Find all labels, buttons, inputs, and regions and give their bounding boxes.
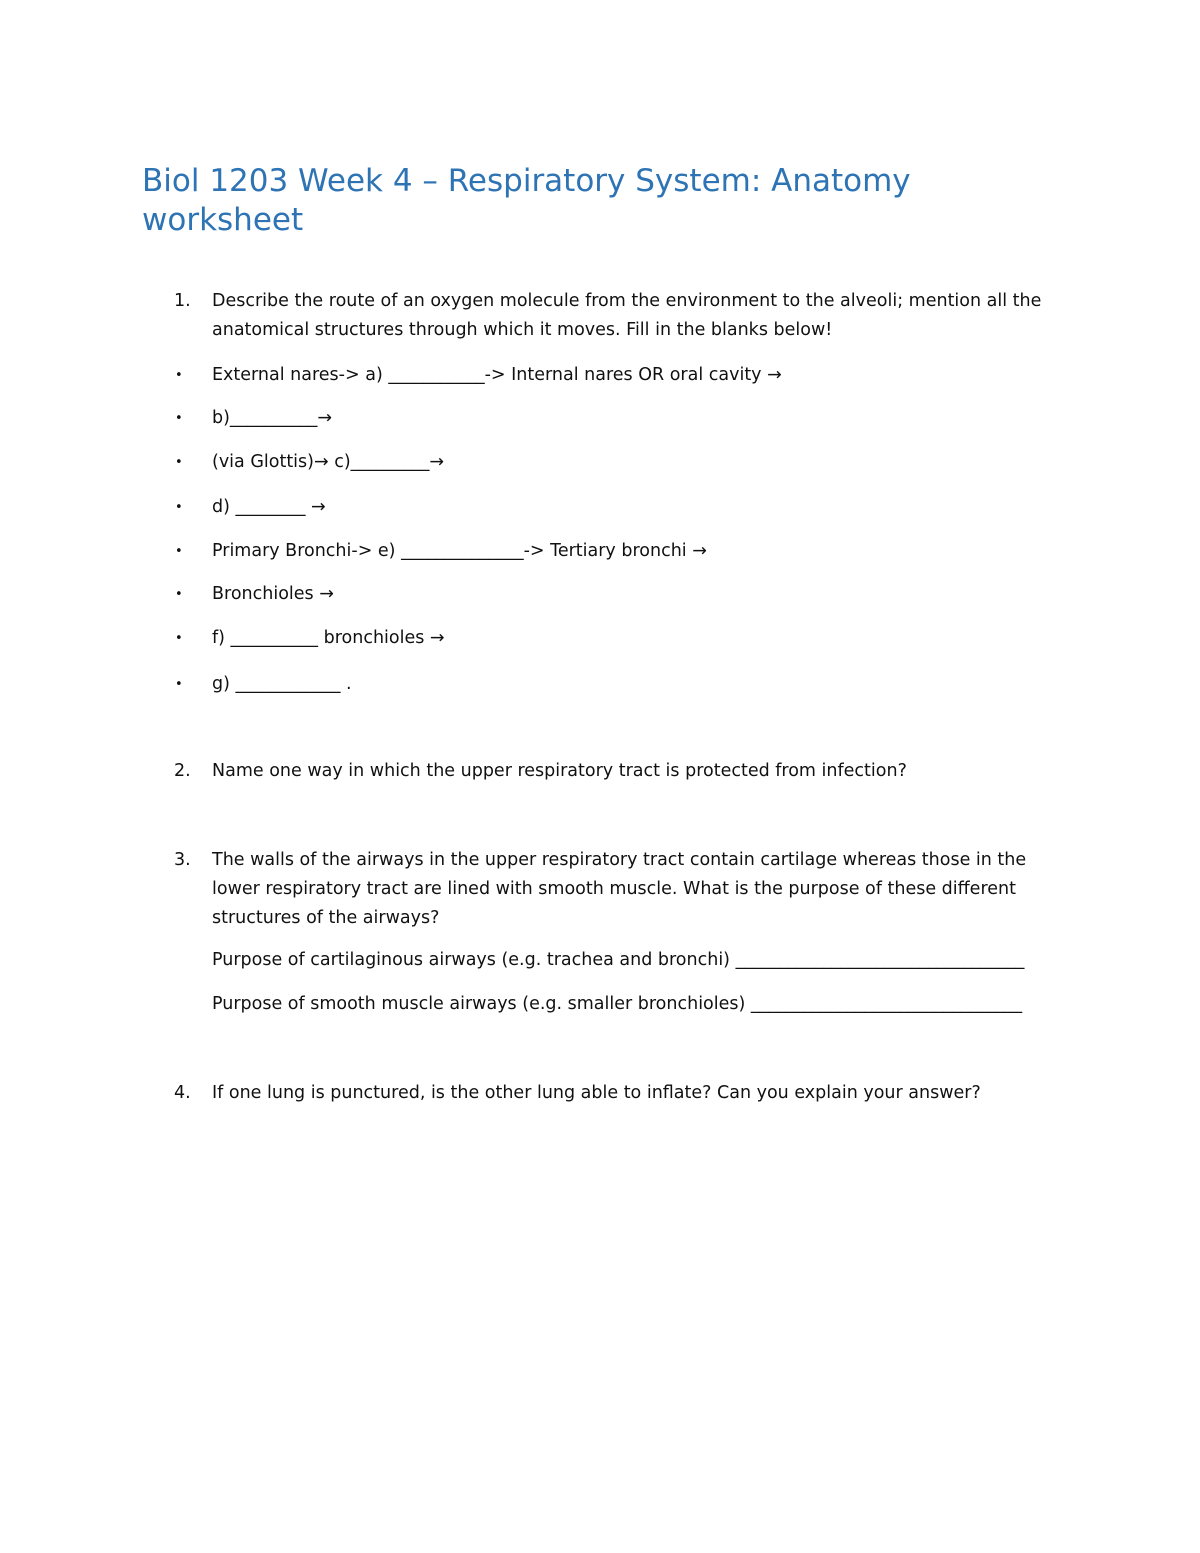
route-step-b [175,404,332,433]
question-text: If one lung is punctured, is the other lung able to inflate? Can you explain your answer? [212,1083,981,1103]
worksheet-title: Biol 1203 Week 4 – Respiratory System: Anatomy worksheet [142,163,911,238]
bullet-icon: • [175,631,183,646]
question-3 [174,846,1042,933]
bullet-icon: • [175,411,183,426]
route-step-text: d) ________ → [212,497,326,517]
cartilaginous-purpose-line [212,946,1024,975]
question-number: 1. [174,291,191,311]
bullet-icon: • [175,544,183,559]
question-1 [174,287,1072,345]
route-step-text: Bronchioles → [212,584,334,604]
answer-prompt: Purpose of cartilaginous airways (e.g. trachea and bronchi) _________________________________ [212,950,1025,970]
route-step-text: g) ____________ . [212,674,352,694]
route-step-bronchioles [175,580,334,609]
question-number: 2. [174,761,191,781]
route-step-g [175,670,352,699]
question-number: 3. [174,850,191,870]
route-step-text: b)__________→ [212,408,333,428]
bullet-icon: • [175,455,183,470]
route-step-c [175,448,444,477]
route-step-d [175,493,326,522]
route-step-text: Primary Bronchi-> e) ______________-> Tertiary bronchi → [212,541,707,561]
route-step-e [175,537,707,566]
question-text: Describe the route of an oxygen molecule from the environment to the alveoli; mention all the anatomical structures through which it moves. Fill in the blanks below! [212,291,1042,340]
bullet-icon: • [175,587,183,602]
bullet-icon: • [175,368,183,383]
bullet-icon: • [175,500,183,515]
bullet-icon: • [175,677,183,692]
route-step-a [175,361,782,390]
smooth-muscle-purpose-line [212,990,1022,1019]
question-2 [174,757,1072,786]
route-step-text: f) __________ bronchioles → [212,628,445,648]
route-step-f [175,624,445,653]
answer-prompt: Purpose of smooth muscle airways (e.g. smaller bronchioles) _______________________________ [212,994,1023,1014]
question-text: Name one way in which the upper respiratory tract is protected from infection? [212,761,907,781]
question-4 [174,1079,1072,1108]
question-number: 4. [174,1083,191,1103]
route-step-text: External nares-> a) ___________-> Internal nares OR oral cavity → [212,365,782,385]
question-text: The walls of the airways in the upper respiratory tract contain cartilage whereas those in the lower respiratory tract are lined with smooth muscle. What is the purpose of these different structures of the airways? [212,850,1027,928]
route-step-text: (via Glottis)→ c)_________→ [212,452,445,472]
